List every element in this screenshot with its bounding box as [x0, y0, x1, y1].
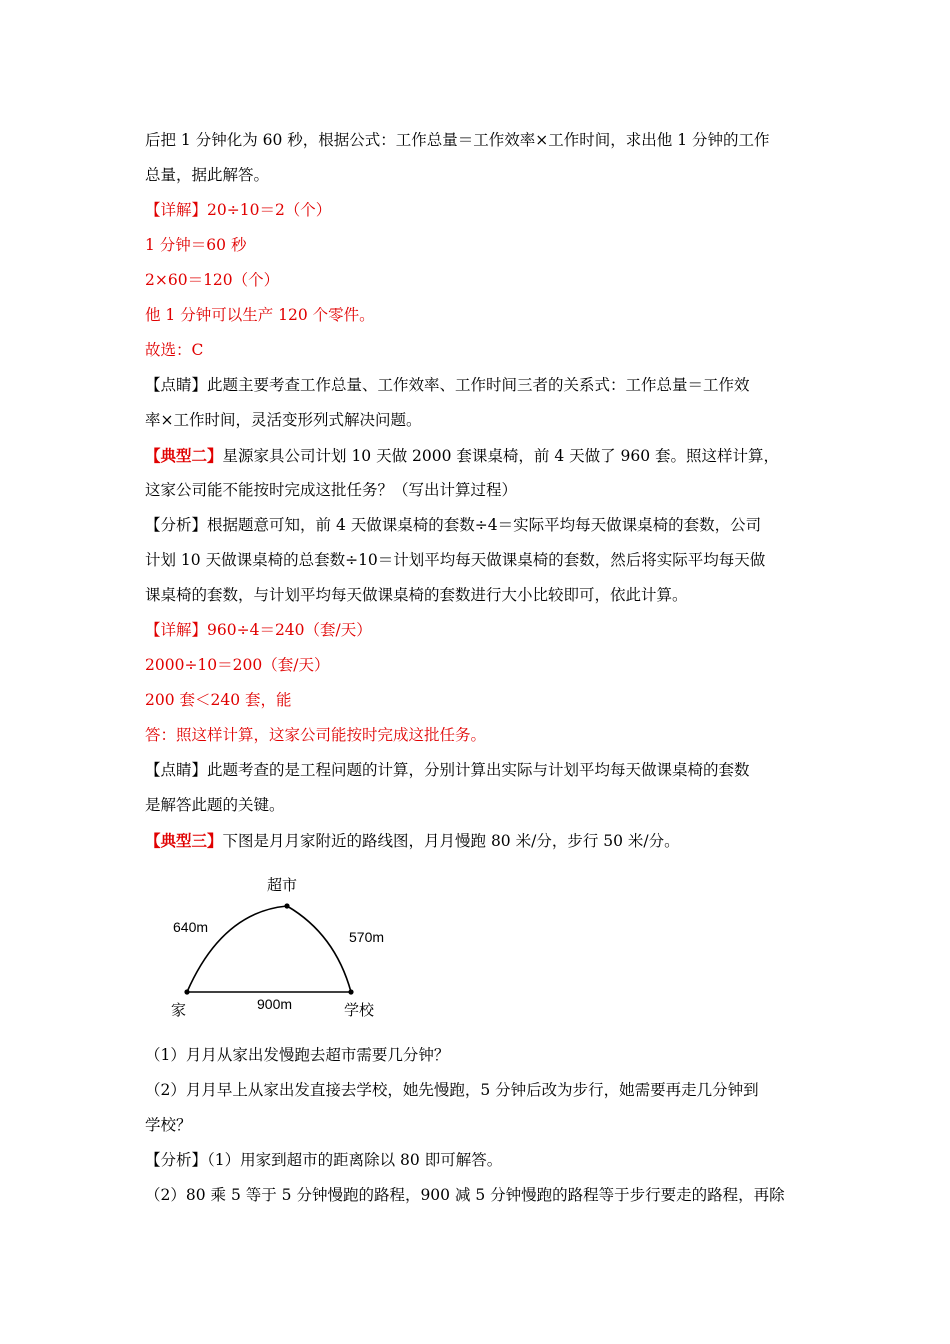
detail-line: 2000÷10＝200（套/天）	[145, 656, 330, 674]
analysis-line	[145, 508, 810, 543]
distance-label-home-school: 900m	[257, 996, 293, 1012]
text-line: （2）80 乘 5 等于 5 分钟慢跑的路程，900 减 5 分钟慢跑的路程等于步行要走的路程，再除	[145, 1186, 785, 1204]
home-point	[184, 989, 189, 994]
route-map-figure	[145, 864, 810, 1038]
answer-line: 答：照这样计算，这家公司能按时完成这批任务。	[145, 726, 487, 744]
school-point	[348, 989, 353, 994]
detail-tag: 【详解】	[145, 201, 208, 219]
text-line: 计划 10 天做课桌椅的总套数÷10＝计划平均每天做课桌椅的套数，然后将实际平均每天做	[145, 551, 766, 569]
text-line: 是解答此题的关键。	[145, 796, 285, 814]
detail-line: 他 1 分钟可以生产 120 个零件。	[145, 306, 375, 324]
detail-line	[145, 193, 810, 228]
problem-tag: 【典型三】	[145, 831, 223, 850]
text-line: 总量，据此解答。	[145, 166, 270, 184]
text-line: 后把 1 分钟化为 60 秒，根据公式：工作总量＝工作效率×工作时间，求出他 1 分钟的工作	[145, 131, 770, 149]
school-label: 学校	[344, 1001, 375, 1019]
distance-label-home-market: 640m	[173, 919, 209, 935]
analysis-tag: 【分析】	[145, 516, 208, 534]
problem-line	[145, 823, 810, 858]
detail-line: 1 分钟＝60 秒	[145, 236, 247, 254]
text-line: 这家公司能不能按时完成这批任务？（写出计算过程）	[145, 481, 518, 499]
point-tag: 【点睛】	[145, 761, 208, 779]
detail-line	[145, 613, 810, 648]
route-supermarket-to-school	[287, 906, 351, 992]
point-line	[145, 753, 810, 788]
answer-line: 故选：C	[145, 341, 204, 359]
text-line: 课桌椅的套数，与计划平均每天做课桌椅的套数进行大小比较即可，依此计算。	[145, 586, 688, 604]
home-label: 家	[171, 1001, 187, 1019]
problem-tag: 【典型二】	[145, 446, 223, 465]
analysis-text: 根据题意可知，前 4 天做课桌椅的套数÷4＝实际平均每天做课桌椅的套数，公司	[207, 516, 762, 534]
analysis-tag: 【分析】	[145, 1151, 208, 1169]
supermarket-point	[284, 903, 289, 908]
document-body	[145, 123, 810, 1213]
analysis-line	[145, 1143, 810, 1178]
point-text: 此题考查的是工程问题的计算，分别计算出实际与计划平均每天做课桌椅的套数	[207, 761, 750, 779]
point-tag: 【点睛】	[145, 376, 208, 394]
question-line: （2）月月早上从家出发直接去学校，她先慢跑，5 分钟后改为步行，她需要再走几分钟到	[145, 1081, 759, 1099]
analysis-text: （1）用家到超市的距离除以 80 即可解答。	[207, 1151, 503, 1169]
supermarket-label: 超市	[267, 876, 298, 894]
text-line: 学校？	[145, 1116, 192, 1134]
point-line	[145, 368, 810, 403]
point-text: 此题主要考查工作总量、工作效率、工作时间三者的关系式：工作总量＝工作效	[207, 376, 750, 394]
problem-line	[145, 438, 810, 473]
problem-text: 星源家具公司计划 10 天做 2000 套课桌椅，前 4 天做了 960 套。照这样计算，	[222, 447, 780, 465]
detail-line: 2×60＝120（个）	[145, 271, 280, 289]
text-line: 率×工作时间，灵活变形列式解决问题。	[145, 411, 422, 429]
question-line: （1）月月从家出发慢跑去超市需要几分钟？	[145, 1046, 450, 1064]
detail-line: 200 套＜240 套，能	[145, 691, 292, 709]
detail-text: 20÷10＝2（个）	[207, 201, 332, 219]
detail-text: 960÷4＝240（套/天）	[207, 621, 372, 639]
distance-label-market-school: 570m	[349, 929, 385, 945]
problem-text: 下图是月月家附近的路线图，月月慢跑 80 米/分，步行 50 米/分。	[222, 832, 680, 850]
detail-tag: 【详解】	[145, 621, 208, 639]
